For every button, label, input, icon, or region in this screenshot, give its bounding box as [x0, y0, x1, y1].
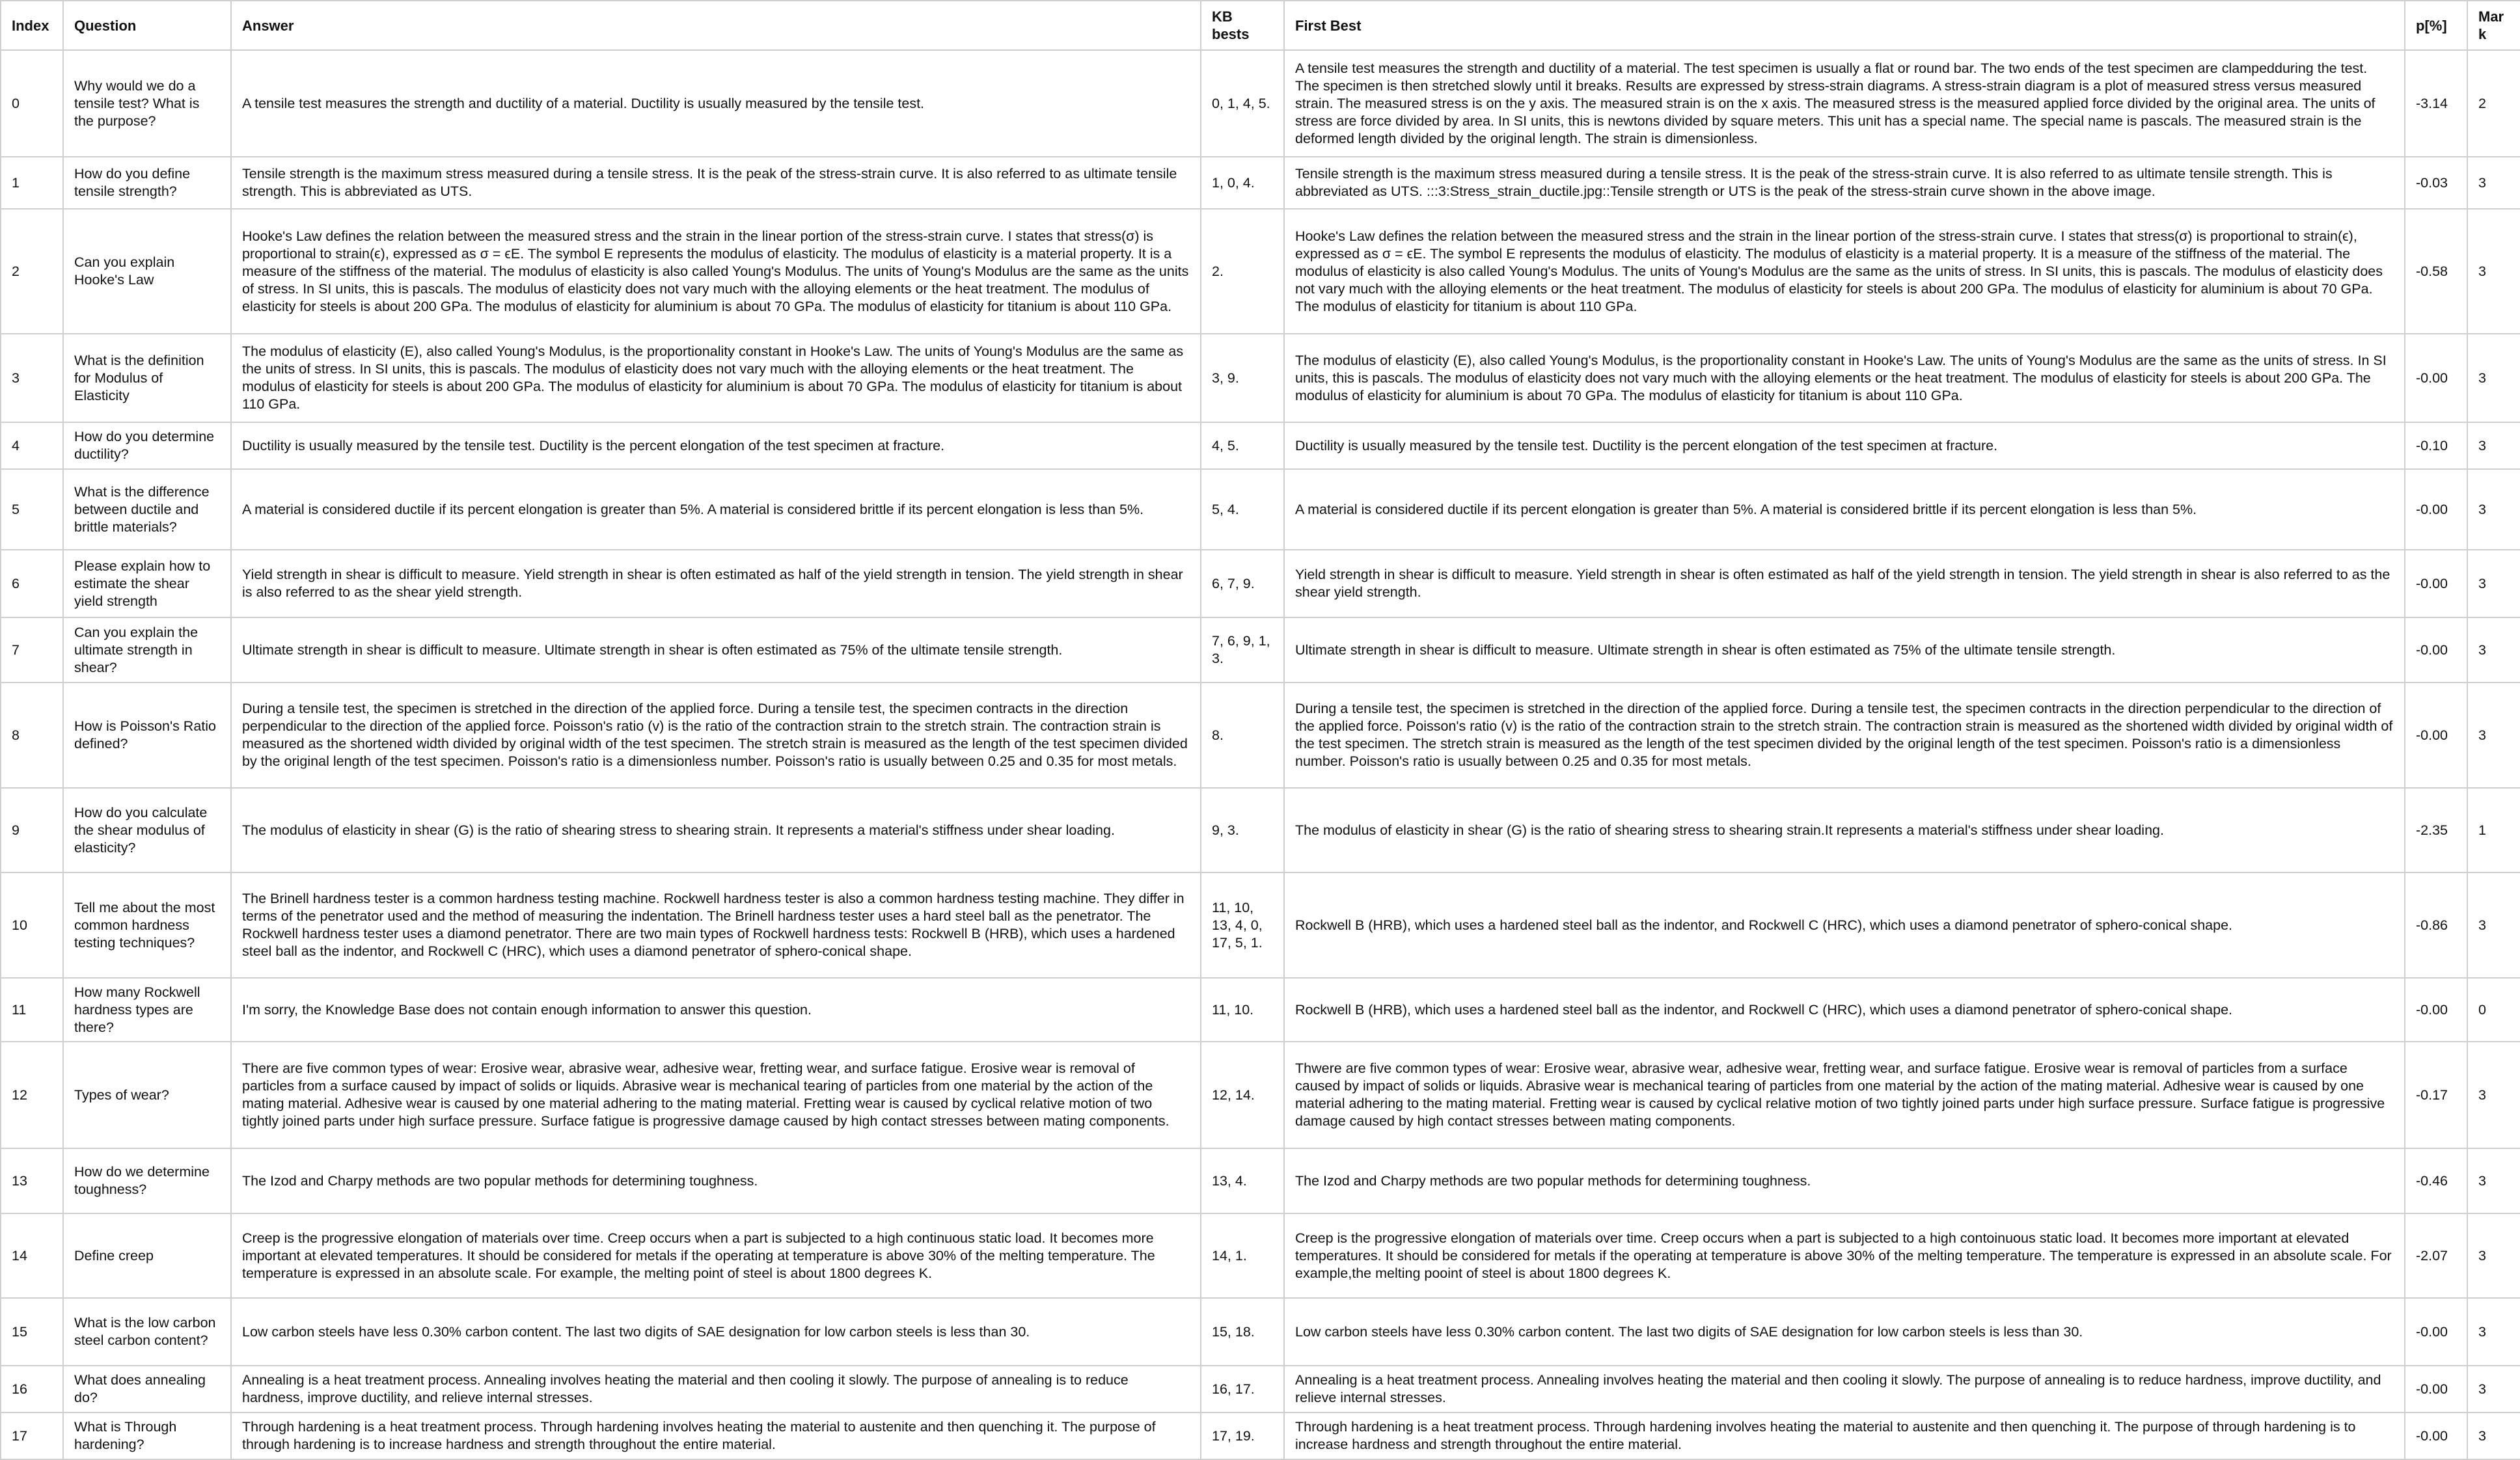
table-row: [1, 788, 2520, 872]
cell-kb-bests: 11, 10, 13, 4, 0, 17, 5, 1.: [1201, 872, 1284, 978]
cell-kb-bests: 14, 1.: [1201, 1213, 1284, 1298]
cell-mark: 2: [2467, 50, 2520, 157]
cell-question: Types of wear?: [63, 1042, 231, 1148]
cell-index: 5: [1, 469, 63, 550]
table-row: [1, 209, 2520, 334]
cell-kb-bests: 16, 17.: [1201, 1366, 1284, 1413]
cell-answer: Hooke's Law defines the relation between the measured stress and the strain in the linear portion of the stress-strain curve. I states that stress(σ) is proportional to strain(ϵ), expressed as σ = ϵE. The symbol E represents the modulus of elasticity. The modulus of elasticity is a material property. It is a measure of the stiffness of the material. The modulus of elasticity is also called Young's Modulus. The units of Young's Modulus are the same as the units of stress. In SI units, this is pascals. The modulus of elasticity does not vary much with the alloying elements or the heat treatment. The modulus of elasticity for steels is about 200 GPa. The modulus of elasticity for aluminium is about 70 GPa. The modulus of elasticity for titanium is about 110 GPa.: [231, 209, 1201, 334]
table-header: [1, 1, 2520, 50]
table-row: [1, 334, 2520, 422]
cell-kb-bests: 0, 1, 4, 5.: [1201, 50, 1284, 157]
cell-question: How do we determine toughness?: [63, 1148, 231, 1213]
cell-first-best: The modulus of elasticity (E), also called Young's Modulus, is the proportionality constant in Hooke's Law. The units of Young's Modulus are the same as the units of stress. In SI units, this is pascals. The modulus of elasticity does not vary much with the alloying elements or the heat treatment. The modulus of elasticity for steels is about 200 GPa. The modulus of elasticity for aluminium is about 70 GPa. The modulus of elasticity for titanium is about 110 GPa.: [1284, 334, 2405, 422]
cell-p-percent: -2.07: [2405, 1213, 2467, 1298]
cell-answer: The Izod and Charpy methods are two popular methods for determining toughness.: [231, 1148, 1201, 1213]
cell-kb-bests: 4, 5.: [1201, 422, 1284, 469]
cell-kb-bests: 6, 7, 9.: [1201, 550, 1284, 617]
cell-p-percent: -0.00: [2405, 683, 2467, 788]
cell-index: 1: [1, 157, 63, 209]
header-row: [1, 1, 2520, 50]
table-row: [1, 1213, 2520, 1298]
cell-first-best: During a tensile test, the specimen is stretched in the direction of the applied force. During a tensile test, the specimen contracts in the direction perpendicular to the direction of the applied force. Poisson's ratio (v) is the ratio of the contraction strain to the stretch strain. The contraction strain is measured as the shortened width divided by original width of the test specimen. The stretch strain is measured as the length of the test specimen divided by the original length of the test specimen. Poisson's ratio is a dimensionless number. Poisson's ratio is usually between 0.25 and 0.35 for most metals.: [1284, 683, 2405, 788]
cell-first-best: Ductility is usually measured by the tensile test. Ductility is the percent elongation of the test specimen at fracture.: [1284, 422, 2405, 469]
cell-first-best: A tensile test measures the strength and ductility of a material. The test specimen is usually a flat or round bar. The two ends of the test specimen are clampedduring the test. The specimen is then stretched slowly until it breaks. Results are expressed by stress-strain diagrams. A stress-strain diagram is a plot of measured stress versus measured strain. The measured stress is on the y axis. The measured strain is on the x axis. The measured stress is the measured applied force divided by the original area. The units of stress are force divided by area. In SI units, this is newtons divided by square meters. This unit has a special name. The special name is pascals. The measured strain is the deformed length divided by the original length. The strain is dimensionless.: [1284, 50, 2405, 157]
table-row: [1, 50, 2520, 157]
cell-p-percent: -0.00: [2405, 1413, 2467, 1459]
cell-first-best: Annealing is a heat treatment process. Annealing involves heating the material and then cooling it slowly. The purpose of annealing is to reduce hardness, improve ductility, and relieve internal stresses.: [1284, 1366, 2405, 1413]
header-mark: Mark: [2467, 1, 2520, 50]
cell-p-percent: -0.00: [2405, 334, 2467, 422]
cell-answer: Low carbon steels have less 0.30% carbon content. The last two digits of SAE designation for low carbon steels is less than 30.: [231, 1298, 1201, 1366]
cell-first-best: Thwere are five common types of wear: Erosive wear, abrasive wear, adhesive wear, fretting wear, and surface fatigue. Erosive wear is removal of particles from a surface caused by impact of solids or liquids. Abrasive wear is mechanical tearing of particles from one material by the action of the mating material. Adhesive wear is caused by one material adhering to the mating material. Fretting wear is caused by cyclical relative motion of two tightly joined parts under high surface pressure. Surface fatigue is progressive damage caused by high contact stresses between mating components.: [1284, 1042, 2405, 1148]
cell-question: How do you define tensile strength?: [63, 157, 231, 209]
cell-p-percent: -0.00: [2405, 550, 2467, 617]
cell-p-percent: -0.00: [2405, 1366, 2467, 1413]
cell-answer: Through hardening is a heat treatment process. Through hardening involves heating the material to austenite and then quenching it. The purpose of through hardening is to increase hardness and strength throughout the entire material.: [231, 1413, 1201, 1459]
cell-question: How is Poisson's Ratio defined?: [63, 683, 231, 788]
table-row: [1, 1298, 2520, 1366]
cell-question: How do you calculate the shear modulus of elasticity?: [63, 788, 231, 872]
cell-index: 2: [1, 209, 63, 334]
table-row: [1, 978, 2520, 1042]
cell-answer: I'm sorry, the Knowledge Base does not contain enough information to answer this question.: [231, 978, 1201, 1042]
cell-question: Please explain how to estimate the shear yield strength: [63, 550, 231, 617]
cell-p-percent: -2.35: [2405, 788, 2467, 872]
cell-kb-bests: 17, 19.: [1201, 1413, 1284, 1459]
cell-mark: 3: [2467, 157, 2520, 209]
cell-mark: 3: [2467, 550, 2520, 617]
table-row: [1, 617, 2520, 683]
cell-kb-bests: 1, 0, 4.: [1201, 157, 1284, 209]
cell-p-percent: -3.14: [2405, 50, 2467, 157]
cell-index: 0: [1, 50, 63, 157]
cell-first-best: The modulus of elasticity in shear (G) is the ratio of shearing stress to shearing strain.It represents a material's stiffness under shear loading.: [1284, 788, 2405, 872]
cell-kb-bests: 3, 9.: [1201, 334, 1284, 422]
cell-p-percent: -0.58: [2405, 209, 2467, 334]
cell-answer: A tensile test measures the strength and ductility of a material. Ductility is usually measured by the tensile test.: [231, 50, 1201, 157]
cell-kb-bests: 7, 6, 9, 1, 3.: [1201, 617, 1284, 683]
cell-mark: 0: [2467, 978, 2520, 1042]
cell-mark: 3: [2467, 469, 2520, 550]
cell-kb-bests: 11, 10.: [1201, 978, 1284, 1042]
cell-mark: 3: [2467, 1213, 2520, 1298]
cell-index: 8: [1, 683, 63, 788]
table-row: [1, 1148, 2520, 1213]
cell-question: How do you determine ductility?: [63, 422, 231, 469]
cell-kb-bests: 13, 4.: [1201, 1148, 1284, 1213]
cell-mark: 3: [2467, 1042, 2520, 1148]
cell-question: How many Rockwell hardness types are there?: [63, 978, 231, 1042]
cell-index: 4: [1, 422, 63, 469]
cell-answer: The Brinell hardness tester is a common hardness testing machine. Rockwell hardness tester is also a common hardness testing machine. They differ in terms of the penetrator used and the method of measuring the indentation. The Brinell hardness tester uses a hard steel ball as the penetrator. The Rockwell hardness tester uses a diamond penetrator. There are two main types of Rockwell hardness tests: Rockwell B (HRB), which uses a hardened steel ball as the indentor, and Rockwell C (HRC), which uses a diamond penetrator of sphero-conical shape.: [231, 872, 1201, 978]
cell-index: 15: [1, 1298, 63, 1366]
cell-question: What does annealing do?: [63, 1366, 231, 1413]
cell-first-best: A material is considered ductile if its percent elongation is greater than 5%. A material is considered brittle if its percent elongation is less than 5%.: [1284, 469, 2405, 550]
cell-index: 17: [1, 1413, 63, 1459]
cell-kb-bests: 8.: [1201, 683, 1284, 788]
cell-index: 10: [1, 872, 63, 978]
table-row: [1, 683, 2520, 788]
cell-index: 7: [1, 617, 63, 683]
cell-mark: 3: [2467, 683, 2520, 788]
cell-index: 13: [1, 1148, 63, 1213]
cell-first-best: Tensile strength is the maximum stress measured during a tensile stress. It is the peak of the stress-strain curve. It is also referred to as ultimate tensile strength. This is abbreviated as UTS. :::3:Stress_strain_ductile.jpg::Tensile strength or UTS is the peak of the stress-strain curve shown in the above image.: [1284, 157, 2405, 209]
cell-index: 14: [1, 1213, 63, 1298]
cell-question: Why would we do a tensile test? What is the purpose?: [63, 50, 231, 157]
cell-kb-bests: 15, 18.: [1201, 1298, 1284, 1366]
header-answer: Answer: [231, 1, 1201, 50]
table-row: [1, 422, 2520, 469]
cell-p-percent: -0.00: [2405, 469, 2467, 550]
cell-mark: 3: [2467, 1148, 2520, 1213]
cell-kb-bests: 9, 3.: [1201, 788, 1284, 872]
cell-question: Tell me about the most common hardness testing techniques?: [63, 872, 231, 978]
cell-p-percent: -0.17: [2405, 1042, 2467, 1148]
header-question: Question: [63, 1, 231, 50]
cell-first-best: Hooke's Law defines the relation between the measured stress and the strain in the linear portion of the stress-strain curve. I states that stress(σ) is proportional to strain(ϵ), expressed as σ = ϵE. The symbol E represents the modulus of elasticity. The modulus of elasticity is a material property. It is a measure of the stiffness of the material. The modulus of elasticity is also called Young's Modulus. The units of Young's Modulus are the same as the units of stress. In SI units, this is pascals. The modulus of elasticity does not vary much with the alloying elements or the heat treatment. The modulus of elasticity for steels is about 200 GPa. The modulus of elasticity for aluminium is about 70 GPa. The modulus of elasticity for titanium is about 110 GPa.: [1284, 209, 2405, 334]
cell-answer: Tensile strength is the maximum stress measured during a tensile stress. It is the peak of the stress-strain curve. It is also referred to as ultimate tensile strength. This is abbreviated as UTS.: [231, 157, 1201, 209]
cell-first-best: Creep is the progressive elongation of materials over time. Creep occurs when a part is subjected to a high contoinuous static load. It becomes more important at elevated temperatures. It should be considered for metals if the operating at temperature is above 30% of the melting temperature. The temperature is expressed in an absolute scale. For example,the melting pooint of steel is about 1800 degrees K.: [1284, 1213, 2405, 1298]
header-index: Index: [1, 1, 63, 50]
cell-answer: During a tensile test, the specimen is stretched in the direction of the applied force. During a tensile test, the specimen contracts in the direction perpendicular to the direction of the applied force. Poisson's ratio (v) is the ratio of the contraction strain to the stretch strain. The contraction strain is measured as the shortened width divided by original width of the test specimen. The stretch strain is measured as the length of the test specimen divided by the original length of the test specimen. Poisson's ratio is a dimensionless number. Poisson's ratio is usually between 0.25 and 0.35 for most metals.: [231, 683, 1201, 788]
cell-kb-bests: 12, 14.: [1201, 1042, 1284, 1148]
cell-question: Can you explain Hooke's Law: [63, 209, 231, 334]
cell-first-best: Rockwell B (HRB), which uses a hardened steel ball as the indentor, and Rockwell C (HRC), which uses a diamond penetrator of sphero-conical shape.: [1284, 978, 2405, 1042]
cell-answer: The modulus of elasticity (E), also called Young's Modulus, is the proportionality constant in Hooke's Law. The units of Young's Modulus are the same as the units of stress. In SI units, this is pascals. The modulus of elasticity does not vary much with the alloying elements or the heat treatment. The modulus of elasticity for steels is about 200 GPa. The modulus of elasticity for aluminium is about 70 GPa. The modulus of elasticity for titanium is about 110 GPa.: [231, 334, 1201, 422]
header-p-percent: p[%]: [2405, 1, 2467, 50]
cell-p-percent: -0.00: [2405, 1298, 2467, 1366]
cell-p-percent: -0.00: [2405, 978, 2467, 1042]
cell-question: Define creep: [63, 1213, 231, 1298]
cell-answer: Annealing is a heat treatment process. Annealing involves heating the material and then cooling it slowly. The purpose of annealing is to reduce hardness, improve ductility, and relieve internal stresses.: [231, 1366, 1201, 1413]
cell-answer: There are five common types of wear: Erosive wear, abrasive wear, adhesive wear, fretting wear, and surface fatigue. Erosive wear is removal of particles from a surface caused by impact of solids or liquids. Abrasive wear is mechanical tearing of particles from one material by the action of the mating material. Adhesive wear is caused by one material adhering to the mating material. Fretting wear is caused by cyclical relative motion of two tightly joined parts under high surface pressure. Surface fatigue is progressive damage caused by high contact stresses between mating components.: [231, 1042, 1201, 1148]
cell-first-best: Yield strength in shear is difficult to measure. Yield strength in shear is often estimated as half of the yield strength in tension. The yield strength in shear is also referred to as the shear yield strength.: [1284, 550, 2405, 617]
table-row: [1, 872, 2520, 978]
cell-answer: Ultimate strength in shear is difficult to measure. Ultimate strength in shear is often estimated as 75% of the ultimate tensile strength.: [231, 617, 1201, 683]
cell-mark: 3: [2467, 422, 2520, 469]
table-row: [1, 469, 2520, 550]
cell-question: What is the difference between ductile and brittle materials?: [63, 469, 231, 550]
cell-first-best: The Izod and Charpy methods are two popular methods for determining toughness.: [1284, 1148, 2405, 1213]
cell-p-percent: -0.03: [2405, 157, 2467, 209]
table-row: [1, 1366, 2520, 1413]
cell-index: 6: [1, 550, 63, 617]
cell-question: What is Through hardening?: [63, 1413, 231, 1459]
cell-answer: Creep is the progressive elongation of materials over time. Creep occurs when a part is subjected to a high continuous static load. It becomes more important at elevated temperatures. It should be considered for metals if the operating at temperature is above 30% of the melting temperature. The temperature is expressed in an absolute scale. For example, the melting point of steel is about 1800 degrees K.: [231, 1213, 1201, 1298]
cell-mark: 1: [2467, 788, 2520, 872]
table-body: [1, 50, 2520, 1459]
cell-index: 12: [1, 1042, 63, 1148]
cell-first-best: Through hardening is a heat treatment process. Through hardening involves heating the material to austenite and then quenching it. The purpose of through hardening is to increase hardness and strength throughout the entire material.: [1284, 1413, 2405, 1459]
cell-p-percent: -0.00: [2405, 617, 2467, 683]
cell-mark: 3: [2467, 1298, 2520, 1366]
cell-question: What is the definition for Modulus of Elasticity: [63, 334, 231, 422]
cell-mark: 3: [2467, 334, 2520, 422]
cell-question: What is the low carbon steel carbon content?: [63, 1298, 231, 1366]
cell-mark: 3: [2467, 872, 2520, 978]
cell-first-best: Rockwell B (HRB), which uses a hardened steel ball as the indentor, and Rockwell C (HRC), which uses a diamond penetrator of sphero-conical shape.: [1284, 872, 2405, 978]
header-first-best: First Best: [1284, 1, 2405, 50]
cell-mark: 3: [2467, 1413, 2520, 1459]
cell-answer: The modulus of elasticity in shear (G) is the ratio of shearing stress to shearing strain. It represents a material's stiffness under shear loading.: [231, 788, 1201, 872]
table-row: [1, 1042, 2520, 1148]
cell-answer: Yield strength in shear is difficult to measure. Yield strength in shear is often estimated as half of the yield strength in tension. The yield strength in shear is also referred to as the shear yield strength.: [231, 550, 1201, 617]
cell-mark: 3: [2467, 209, 2520, 334]
cell-answer: Ductility is usually measured by the tensile test. Ductility is the percent elongation of the test specimen at fracture.: [231, 422, 1201, 469]
cell-first-best: Low carbon steels have less 0.30% carbon content. The last two digits of SAE designation for low carbon steels is less than 30.: [1284, 1298, 2405, 1366]
table-row: [1, 1413, 2520, 1459]
table-row: [1, 157, 2520, 209]
cell-index: 9: [1, 788, 63, 872]
cell-kb-bests: 2.: [1201, 209, 1284, 334]
cell-mark: 3: [2467, 1366, 2520, 1413]
table-row: [1, 550, 2520, 617]
cell-p-percent: -0.46: [2405, 1148, 2467, 1213]
cell-first-best: Ultimate strength in shear is difficult to measure. Ultimate strength in shear is often estimated as 75% of the ultimate tensile strength.: [1284, 617, 2405, 683]
cell-index: 11: [1, 978, 63, 1042]
cell-mark: 3: [2467, 617, 2520, 683]
cell-p-percent: -0.10: [2405, 422, 2467, 469]
header-kb-bests: KB bests: [1201, 1, 1284, 50]
cell-index: 16: [1, 1366, 63, 1413]
cell-question: Can you explain the ultimate strength in shear?: [63, 617, 231, 683]
cell-p-percent: -0.86: [2405, 872, 2467, 978]
cell-answer: A material is considered ductile if its percent elongation is greater than 5%. A material is considered brittle if its percent elongation is less than 5%.: [231, 469, 1201, 550]
cell-index: 3: [1, 334, 63, 422]
cell-kb-bests: 5, 4.: [1201, 469, 1284, 550]
